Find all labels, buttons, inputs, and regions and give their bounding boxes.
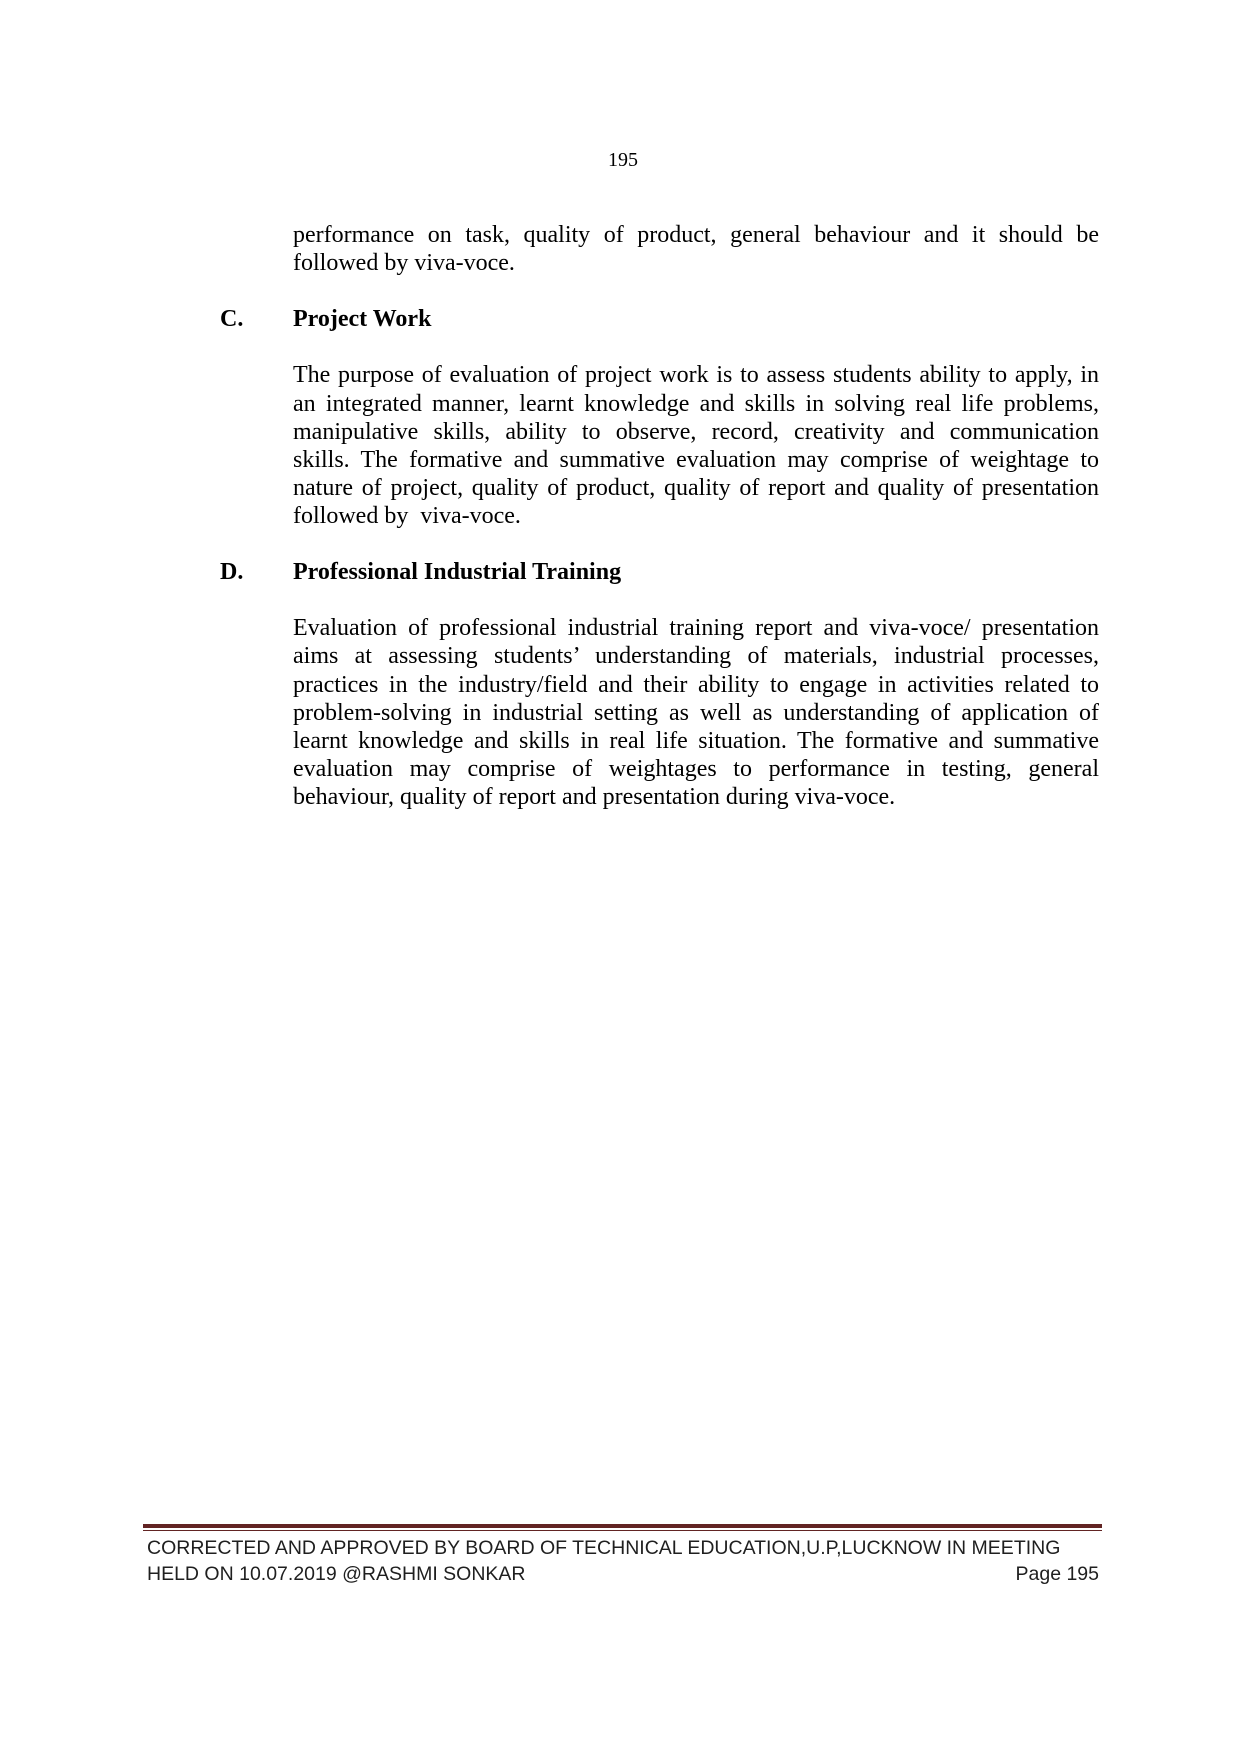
section-paragraph <box>293 614 1099 811</box>
page-number: 195 <box>608 149 638 171</box>
paragraph-line: manipulative skills, ability to observe, record, creativity and communication <box>293 418 1099 445</box>
paragraph-line: followed by viva-voce. <box>293 250 515 277</box>
paragraph-line: nature of project, quality of product, quality of report and quality of presentation <box>293 474 1099 501</box>
paragraph-line: skills. The formative and summative evaluation may comprise of weightage to <box>293 446 1099 473</box>
section-heading: Professional Industrial Training <box>293 559 622 586</box>
section-heading: Project Work <box>293 306 432 333</box>
continuation-paragraph <box>293 221 1099 277</box>
paragraph-line: learnt knowledge and skills in real life situation. The formative and summative <box>293 727 1099 754</box>
paragraph-line: Evaluation of professional industrial training report and viva-voce/ presentation <box>293 615 1099 642</box>
paragraph-line: performance on task, quality of product, general behaviour and it should be <box>293 222 1099 248</box>
paragraph-line: behaviour, quality of report and presentation during viva-voce. <box>293 783 896 810</box>
body-text <box>220 221 1099 811</box>
section-paragraph <box>293 361 1099 530</box>
section-d <box>220 558 1099 811</box>
footer-rule <box>143 1524 1102 1531</box>
section-heading-row <box>220 558 1099 586</box>
section-heading-row <box>220 305 1099 333</box>
paragraph-line: The purpose of evaluation of project work is to assess students ability to apply, in <box>293 362 1099 389</box>
section-letter: D. <box>220 559 244 586</box>
footer-page-label: Page 195 <box>1015 1563 1099 1585</box>
paragraph-line: an integrated manner, learnt knowledge and skills in solving real life problems, <box>293 390 1099 417</box>
paragraph-line: evaluation may comprise of weightages to performance in testing, general <box>293 755 1099 782</box>
paragraph-line: problem-solving in industrial setting as well as understanding of application of <box>293 699 1099 726</box>
paragraph-line: practices in the industry/field and their ability to engage in activities related to <box>293 671 1099 698</box>
paragraph-line: aims at assessing students’ understanding of materials, industrial processes, <box>293 643 1099 670</box>
paragraph-line: followed by viva-voce. <box>293 502 521 529</box>
section-letter: C. <box>220 306 244 333</box>
footer-approval-line: CORRECTED AND APPROVED BY BOARD OF TECHNICAL EDUCATION,U.P,LUCKNOW IN MEETING <box>147 1537 1061 1559</box>
section-c <box>220 305 1099 530</box>
footer-approval-line-2: HELD ON 10.07.2019 @RASHMI SONKAR <box>147 1563 526 1585</box>
